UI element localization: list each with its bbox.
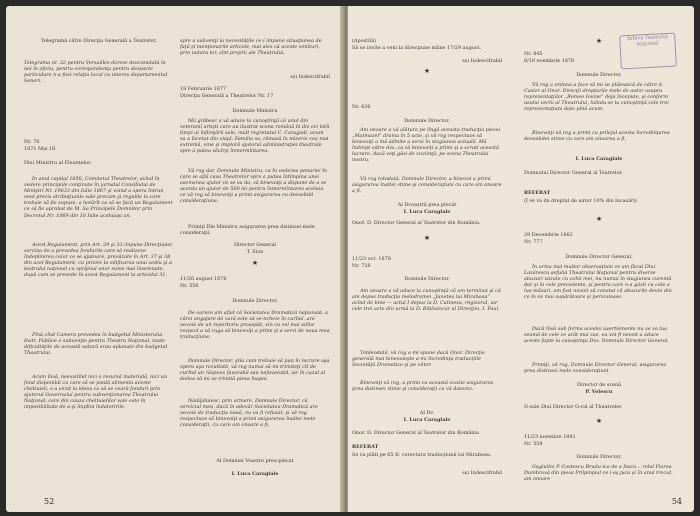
telegram-text: Telegrama nr. 32 pentru Versailles doresc deocamdată în noi în oficiu, pentru corespondenţa pentru despacte particulare n-a fost relaţia locul cu interes departamentul Seneri.	[24, 60, 168, 85]
addressee: Domnule Ministru	[232, 108, 278, 114]
paragraph: Am onoare a vă aduce la cunoştinţă că am terminat şi că am depus traducţia melodramei „Junetea lui Mirabeau” avînd de bine — actul I depus la D. Catinesu, regisorul, iar cele trei acte din urmă la D. Bibliotecar al Direcţiei, I. Paul.	[352, 288, 501, 313]
doc-number: Nr. 777	[524, 239, 543, 245]
doc-date: 1871 Mai 18	[24, 146, 56, 152]
signature-name: T. Sion	[246, 249, 264, 255]
paragraph: Binevoiţi vă rog, a primi cu această ocazie asigurarea prea distinsei stime şi consideraţii ce vă datorez.	[352, 380, 494, 393]
paragraph: Nădăjduiesc, prin urmare, Domnule Director, că serviciul meu, dacă în adevăr Societatea Dramatică are nevoie de traducţia nouă, nu va fi refuzat, şi vă rog respectuos să binevoiţi a primi asigurarea înaltei mele consideraţii, cu care am onoare a fi,	[180, 398, 318, 429]
paragraph: Vă rog totodată, Domnule Director, a binevoi a primi asigurarea înaltei stime şi consideraţiuni cu care am onoare a fi,	[352, 176, 502, 195]
paragraph: Vă rog a ordona a face să mi se plătească de către d. Casier al Onor. Direcţii drepturile mele de autor asupra reprezentaţiilor „Romeo Iovine” deja începute, şi conform usului vechi al Theatrului, luîndu-se la cunoştinţă cele trei reprezentaţiuni date pînă acum.	[524, 82, 669, 113]
apostille-text: Să se invite a veni la direcţiune mîine 17/29 august.	[352, 45, 481, 51]
star-separator: ★	[423, 67, 431, 75]
signature-title: Director General	[234, 242, 276, 248]
doc-number: Nr. 636	[352, 104, 371, 110]
addressee: Domnule Director,	[232, 298, 278, 304]
paragraph: Mă grăbesc a vă aduce la cunoştinţă că unul din veteranii artişti care au ilustrat scena română în dis cei întîi timpi ai înfiinţării sale, mult regretatul C. Caragiali, acum sa a încetat din viaţă. Familia sa, rămasă în mizerie cea mai extremă, vine şi imploră ajutorul administraţiei theatrale spre a putea săvîrşi înmormîntarea.	[180, 118, 330, 155]
doc-date: 18 Februarie 1877	[180, 86, 227, 92]
footer-addressee: D-sale Dlui Director G-ral al Theatrelor.	[524, 404, 623, 410]
doc-date: 29 Decembrie 1882	[524, 232, 573, 238]
signature-name: I. Luca Caragiale	[403, 209, 451, 215]
referat-title: REFERAT	[524, 190, 551, 196]
referat-title: REFERAT	[352, 444, 379, 450]
paragraph: Acest Regulament, prin Art. 29 şi 33 impune Direcţiunei sarcina de a prevedea fondurile care să realizeze îndeplinirea celor ce se ajutoare, prevăzute în Art. 37 şi 38 din acel Regulament, cu privire la edificarea unui sediu şi a teatrului naţional cu sprijinul unor sume mai însemnate, după cum se prevede în acest Regulament la articolul 31.	[24, 242, 172, 279]
doc-date: 11/23 oct. 1878	[352, 256, 391, 262]
archive-stamp: Arhiva Teatrului Naţional	[619, 33, 677, 70]
addressee: Domnule Director,	[404, 118, 450, 124]
addressee: Domnule Director,	[404, 276, 450, 282]
doc-number: Nr. 559	[524, 441, 543, 447]
paragraph: Dacă însă sub forma acestei avertismente nu se va lua seamă de cele ce arăt mai sus, eu voi fi nevoit a aduce aceste fapte la cunoştinţa Dvs. Domnule Director General.	[524, 326, 669, 345]
doc-number: Nr. 556	[180, 283, 199, 289]
signature-title: Director de scenă	[576, 382, 622, 388]
apostille-label: (Apostilă)	[352, 38, 376, 44]
page-number: 52	[44, 497, 55, 506]
left-page	[6, 6, 344, 512]
referat-text: (Î se va da dreptul de autor 10% din încasări)	[524, 198, 637, 204]
footer-addressee: Onor. D. Director General al Teatrelor din România	[352, 430, 479, 436]
signature: ss) Indescifrabil	[290, 74, 330, 80]
signature-name: P. Velescu	[585, 389, 613, 395]
doc-number: Nr. 845	[524, 51, 543, 57]
doc-date: 11/23 noembre 1881	[524, 434, 576, 440]
paragraph: Pînă cînd Camera prevedea în budgetul Ministerului Instr. Publice o subvenţie pentru Theatru Naţional, toate dificultăţile de această natură erau aplanate din budgetul Theatrului.	[24, 332, 168, 357]
paragraph: Vă rog dar, Domnule Ministru, ca în vederea penuriei în care se află casa Theatrelor spre a putea întîmpina unei asemenea ajutor ce se va da, să binevoiţi a dispune de a se acorda un ajutor de 500 lei pentru înmormîntarea aceluia ce vă rog să binevoiţi a primi asigurarea cu deosebită consideraţiune.	[180, 168, 327, 205]
paragraph: Acum însă, neexistînd nici o resursă materială, nici un fond disponibil cu care să se poată alimenta aceste cheltuieli, s-a venit la ideea ca să se ceară fonduri prin ajutorul Guvernului pentru subvenţionarea Theatrului Naţional, care din cauza cheltuielilor sale este în imposibilitate de a-şi împlini îndatoririle.	[24, 374, 167, 411]
signature: ss) Indescifrabil	[462, 58, 502, 64]
signature-title: Al Domniei Voastre prea-plecat	[216, 458, 294, 464]
closing: Primiţi Dle Ministru asigurarea prea distinsei mele consideraţii.	[180, 224, 315, 237]
telegram-heading: Telegramă către Direcţia Generală a Teatrelor.	[41, 38, 157, 44]
paragraph: În urma mai multor observaţiuni ce am făcut Dlui Lazărescu şefului Theatrului Naţional pentru diverse abuzuri văzute cu ochii mei, nu numai în stagiunea curentă dar şi în cele precedente, şi pentru care n-a găsit cu cale a lua măsuri, am fost nevoit să constat că abuzurile devin din ce în ce mai supărătoare şi periculoase.	[524, 264, 672, 301]
paragraph: Gagiulini P. Costescu Brudu-ica de a fasco... rolul Florea Dumbravă din piesa Prilpinpial ce i-aş juca şi în anul trecut, am onoare	[524, 464, 673, 483]
signature-name: I. Luca Caragiale	[575, 156, 623, 162]
referat-text: Se va plăti pe 65 fr. corectura traducţiunii lui Mirabeau.	[352, 452, 492, 458]
right-page	[348, 6, 694, 512]
paragraph: În anul capital 1850, Comitetul Theatrelor, avînd în vedere principiile conţinute în jurnalul Consiliului de Miniştri Nr. 19633 din Iulie 1867 şi voind a spera întrun mod precis atribuţiunile sale precum şi regulile la care trebuie să fie supuse, a hotărît ca să se facă un Regulament ce să fie aprobat de M. Sa Principele Domnitor prin Decretul Nr. 1069 din 18 Iulie aceluiaşi an.	[24, 176, 173, 219]
page-number: 54	[671, 497, 682, 506]
addressee: Dlui Ministru al Finanţelor.	[24, 160, 92, 166]
footer-addressee: Domnului Director General al Teatrelor.	[524, 170, 623, 176]
addressee: Domnule Director,	[576, 454, 622, 460]
signature: ss) Indescifrabil	[462, 470, 502, 476]
paragraph: Primiţi, vă rog, Domnule Director General, asigurarea prea distinsei mele consideraţiuni.	[524, 362, 667, 375]
star-separator: ★	[251, 259, 259, 267]
doc-date: 6/18 noembrie 1878	[524, 58, 575, 64]
paragraph: Binevoiţi vă rog a primi cu prilejul acesta încredinţarea deosebitei stime cu care am onoarea a fi,	[524, 130, 670, 143]
addressee: Domnule Director,	[576, 72, 622, 78]
paragraph: Domnule Director, ştiu cum trebuie să pun în lucrare aşa opera aşa rezultată, vă rog numai să-mi trimiteţi cît de curînd un răspuns favorabil sau nefavorabil, iar în cazul al doilea să mi se trimită piesa înapoi.	[180, 358, 330, 383]
star-separator: ★	[595, 215, 603, 223]
addressee: Domnule Director General,	[565, 254, 633, 260]
footer-addressee: Onor. D. Director General al Teatrelor din România.	[352, 220, 481, 226]
paragraph: spre a subvenţi la necesităţile ce-i impune situaţiunea de faţă şi menţionarile articole, mai ales că aceste venituri, prin natura lor, sînt proprii ale Theatrului.	[180, 38, 322, 57]
star-separator: ★	[423, 234, 431, 242]
doc-title: Direcţia Generală a Theatrelor Nr. 17	[180, 93, 274, 99]
signature-title: Al Dvoastră prea plecat	[397, 202, 457, 208]
doc-number: Nr. 728	[352, 263, 371, 269]
paragraph: De oarece am aflat că Societatea Dramatică naţională, a cărei angajare de vară este să se-ncheie în curînd, are nevoie de un repertoriu proaspăt, vin cu cel mai adînc respect a vă ruga să binevoiţi a primi şi a servi de noua mea traducţiune.	[180, 310, 330, 341]
signature-title: Al Dv.	[419, 410, 435, 416]
star-separator: ★	[595, 417, 603, 425]
doc-date: 11/26 august 1878	[180, 276, 227, 282]
signature-name: I. Luca Caragiale	[231, 471, 279, 477]
signature-name: I. Luca Caragiale	[403, 417, 451, 423]
paragraph: Totdeodată, vă rog a-mi spune dacă Onor. Direcţie generală mai binevoieşte a-mi încredinţa traducţiile Societăţii Dramatice şi pe viitor.	[352, 350, 485, 369]
star-separator: ★	[595, 37, 603, 45]
doc-number: Nr. 78	[24, 139, 40, 145]
paragraph: Am onoare a vă alătura pe lîngă aceasta traducţia piesei „Matmazel” drama în 5 acte, şi vă rog respectuos să binevoiţi a mă admite a servi în stagiunea actuală. Mă îndrept către dvs. ca să binevoiţi a primi şi a scruti această lucrare, dacă veţi găsi de cuviinţă, pe scena Theatrului nostru.	[352, 127, 501, 164]
